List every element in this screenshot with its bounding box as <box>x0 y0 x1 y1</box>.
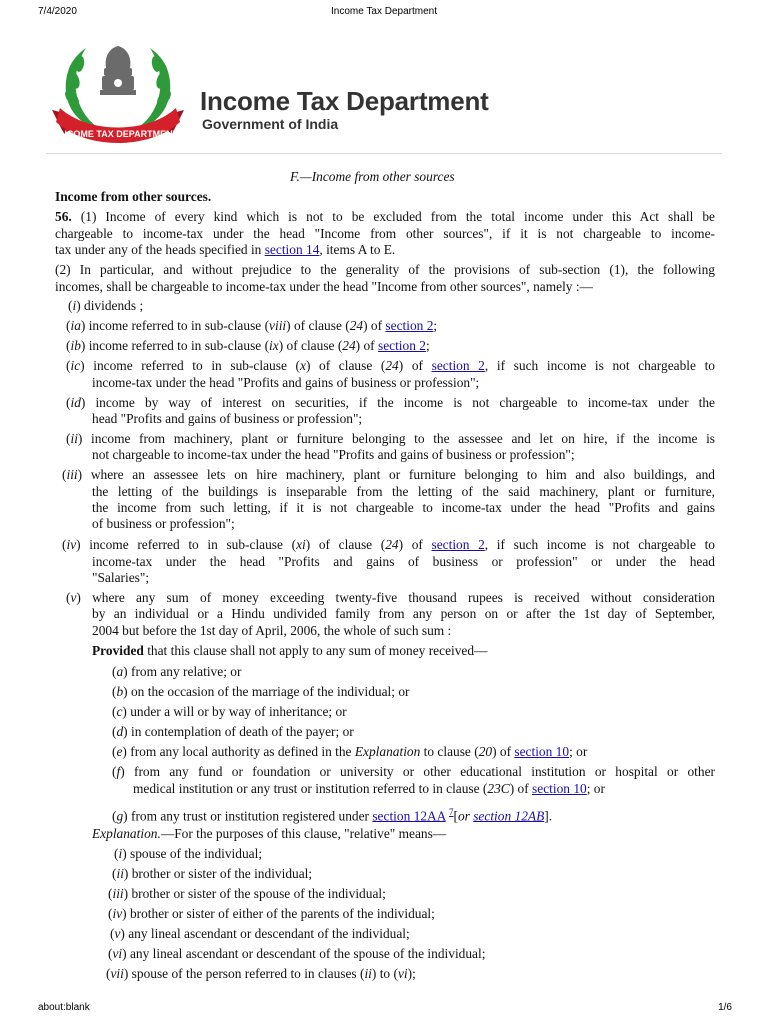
clause-ic: (ic) income referred to in sub-clause (x) of clause (24) of section 2, if such income is not chargeable to <box>66 358 715 373</box>
para-2-line-2: incomes, shall be chargeable to income-tax under the head "Income from other sources", namely :— <box>55 279 593 294</box>
link-section-14[interactable]: section 14 <box>264 242 320 257</box>
clause-id: (id) income by way of interest on securities, if the income is not chargeable to income-tax under the <box>66 395 715 410</box>
relative-iv: (iv) brother or sister of either of the parents of the individual; <box>108 906 435 921</box>
link-section-2[interactable]: section 2 <box>431 537 485 552</box>
footnote-link[interactable]: 7 <box>448 807 454 817</box>
print-url: about:blank <box>38 1002 90 1013</box>
page-number: 1/6 <box>718 1002 732 1013</box>
proviso: Provided that this clause shall not apply to any sum of money received— <box>92 643 488 658</box>
link-section-12aa[interactable]: section 12AA <box>372 808 446 824</box>
clause-i: (i) dividends ; <box>68 298 144 313</box>
clause-ic-line-2: income-tax under the head "Profits and gains of business or profession"; <box>92 375 480 390</box>
clause-ii-line-2: not chargeable to income-tax under the head "Profits and gains of business or profession"; <box>92 447 575 462</box>
relative-i: (i) spouse of the individual; <box>114 846 263 861</box>
print-date: 7/4/2020 <box>38 6 77 17</box>
link-section-10[interactable]: section 10 <box>514 744 570 759</box>
relative-vi: (vi) any lineal ascendant or descendant of the spouse of the individual; <box>108 946 486 961</box>
link-section-12ab[interactable]: section 12AB <box>473 808 545 824</box>
relative-iii: (iii) brother or sister of the spouse of the individual; <box>108 886 386 901</box>
part-title: F.—Income from other sources <box>290 169 455 184</box>
clause-v-line-2: by an individual or a Hindu undivided family from any person on or after the 1st day of September, <box>92 606 715 621</box>
clause-iv: (iv) income referred to in sub-clause (xi) of clause (24) of section 2, if such income is not chargeable to <box>62 537 715 552</box>
clause-iii-line-2: the letting of the buildings is inseparable from the letting of the said machinery, plant or furniture, <box>92 484 715 499</box>
header-divider <box>46 153 722 154</box>
emblem-logo <box>38 30 198 158</box>
clause-iv-line-2: income-tax under the head "Profits and gains of business or profession" or under the head <box>92 554 715 569</box>
link-section-2[interactable]: section 2 <box>377 338 426 353</box>
clause-iii: (iii) where an assessee lets on hire machinery, plant or furniture belonging to him and also buildings, and <box>62 467 715 482</box>
government-name: Government of India <box>202 116 339 132</box>
relative-v: (v) any lineal ascendant or descendant of the individual; <box>110 926 410 941</box>
clause-ib: (ib) income referred to in sub-clause (ix) of clause (24) of section 2; <box>66 338 430 353</box>
department-name: Income Tax Department <box>200 86 489 116</box>
link-section-10[interactable]: section 10 <box>532 781 587 796</box>
proviso-g: (g) from any trust or institution registered under section 12AA $^7$[or section 12AB]. <box>112 807 553 824</box>
proviso-e: (e) from any local authority as defined in the Explanation to clause (20) of section 10; or <box>112 744 588 759</box>
para-1-line-1: 56. (1) Income of every kind which is not to be excluded from the total income under this Act shall be <box>55 209 715 224</box>
proviso-d: (d) in contemplation of death of the payer; or <box>112 724 354 739</box>
proviso-f: (f) from any fund or foundation or university or other educational institution or hospital or other <box>112 764 715 779</box>
relative-vii: (vii) spouse of the person referred to in clauses (ii) to (vi); <box>106 966 416 981</box>
clause-iii-line-3: the income from such letting, if it is not chargeable to income-tax under the head "Profits and gains <box>92 500 715 515</box>
para-1-line-3: tax under any of the heads specified in section 14, items A to E. <box>55 242 396 257</box>
explanation: Explanation.—For the purposes of this clause, "relative" means— <box>92 826 447 841</box>
relative-ii: (ii) brother or sister of the individual; <box>112 866 313 881</box>
clause-v: (v) where any sum of money exceeding twenty-five thousand rupees is received without consideration <box>66 590 715 605</box>
print-title: Income Tax Department <box>331 6 437 17</box>
para-1-line-2: chargeable to income-tax under the head "Income from other sources", if it is not chargeable to income- <box>55 226 715 241</box>
clause-iii-line-4: of business or profession"; <box>92 516 235 531</box>
proviso-f-line-2: medical institution or any trust or institution referred to in clause (23C) of section 10; or <box>133 781 605 796</box>
section-heading: Income from other sources. <box>55 189 212 204</box>
proviso-b: (b) on the occasion of the marriage of the individual; or <box>112 684 410 699</box>
clause-v-line-3: 2004 but before the 1st day of April, 2006, the whole of such sum : <box>92 623 452 638</box>
ribbon-text: INCOME TAX DEPARTMENT <box>57 129 179 139</box>
link-section-2[interactable]: section 2 <box>431 358 485 373</box>
clause-iv-line-3: "Salaries"; <box>92 570 150 585</box>
proviso-a: (a) from any relative; or <box>112 664 242 679</box>
clause-ia: (ia) income referred to in sub-clause (viii) of clause (24) of section 2; <box>66 318 438 333</box>
clause-id-line-2: head "Profits and gains of business or profession"; <box>92 411 363 426</box>
link-section-2[interactable]: section 2 <box>385 318 434 333</box>
para-2-line-1: (2) In particular, and without prejudice to the generality of the provisions of sub-section (1), the following <box>55 262 715 277</box>
clause-ii: (ii) income from machinery, plant or furniture belonging to the assessee and let on hire, if the income is <box>66 431 715 446</box>
proviso-c: (c) under a will or by way of inheritance; or <box>112 704 347 719</box>
